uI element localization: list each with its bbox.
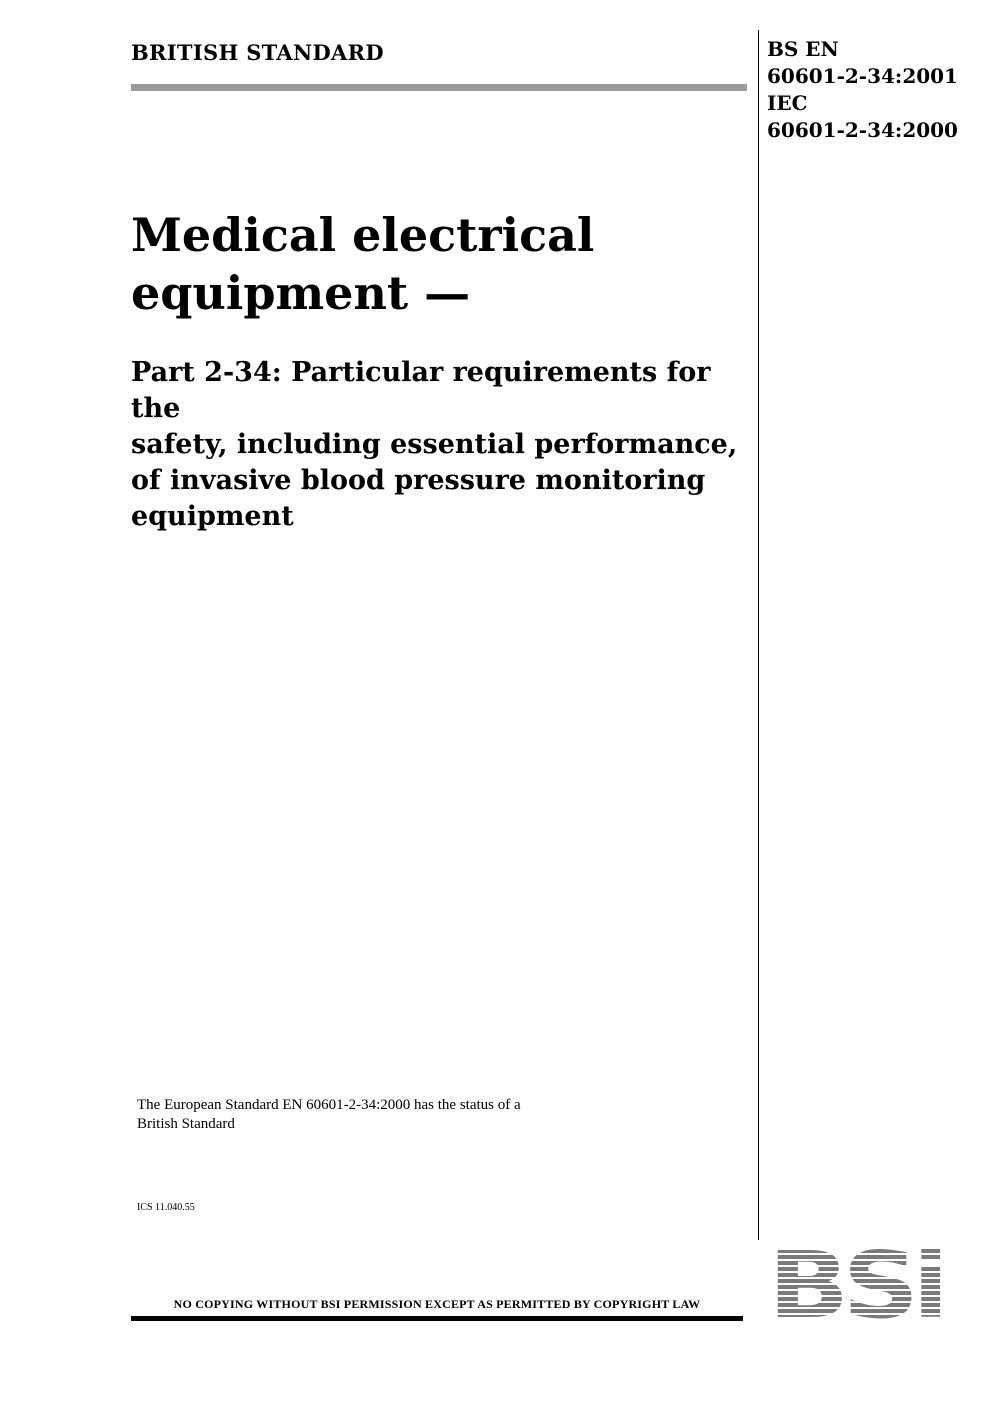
main-title-line: Medical electrical	[131, 208, 595, 262]
status-note	[137, 1096, 617, 1134]
header-rule	[131, 84, 747, 91]
iec-label: IEC	[767, 91, 808, 115]
iec-number: 60601-2-34:2000	[767, 118, 958, 142]
bs-en-number: 60601-2-34:2001	[767, 64, 958, 88]
status-note-line: The European Standard EN 60601-2-34:2000 has the status of a	[137, 1097, 521, 1113]
main-title-line: equipment —	[131, 266, 471, 320]
column-divider	[758, 30, 759, 1240]
bs-en-label: BS EN	[767, 37, 839, 61]
ics-code: ICS 11.040.55	[137, 1202, 195, 1213]
copyright-notice: NO COPYING WITHOUT BSI PERMISSION EXCEPT AS PERMITTED BY COPYRIGHT LAW	[173, 1297, 701, 1311]
bsi-logo	[768, 1243, 942, 1323]
sub-title-line: equipment	[131, 501, 294, 532]
document-type-label: BRITISH STANDARD	[131, 40, 384, 65]
sub-title	[131, 355, 746, 535]
main-title	[131, 206, 741, 322]
footer-rule	[131, 1316, 743, 1321]
sub-title-line: safety, including essential performance,	[131, 429, 738, 460]
sub-title-line: Part 2-34: Particular requirements for the	[131, 357, 711, 424]
standard-numbers	[767, 36, 958, 144]
status-note-line: British Standard	[137, 1116, 235, 1132]
sub-title-line: of invasive blood pressure monitoring	[131, 465, 706, 496]
bsi-logo-lettering: BSi	[768, 1243, 942, 1323]
